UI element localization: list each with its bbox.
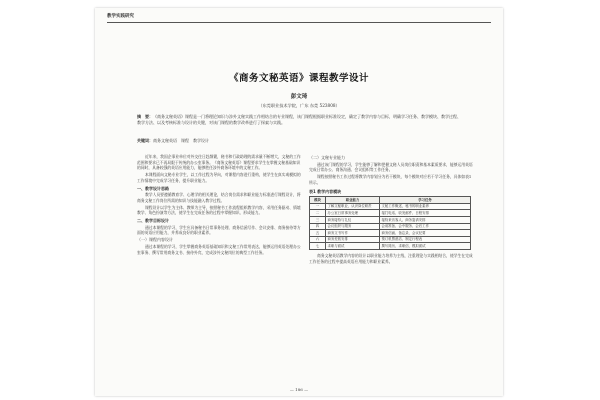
author-affiliation: （东莞职业技术学院，广东 东莞 523808）: [258, 103, 340, 108]
section-heading: 二、教学目标设计: [137, 218, 169, 224]
table-row: [310, 230, 471, 237]
table-row: [310, 210, 471, 217]
table-row: [310, 243, 471, 250]
journal-page: [95, 8, 503, 396]
module-table: [309, 196, 471, 250]
table-cell: 了解文秘职业，认识岗位职责: [326, 203, 380, 210]
intro-paragraph: 近年来，我国企事业单位对外交往日趋频繁，秘书和行政助理的需求量不断增大，文秘的工作范围和要求已不再局限于传统的办公室事务。《商务文秘英语》课程要求学生在掌握文秘基础知识的同时，具备较强的英语应用能力，能够胜任涉外商务环境中的文秘工作。: [137, 154, 301, 171]
body-paragraph: 课程按照秘书工作过程将教学内容划分为若干模块，每个模块对应若干学习任务，具体如表1所示。: [309, 174, 472, 185]
table-cell: 商务信函、备忘录、会议纪要: [380, 230, 471, 237]
table-cell: 商务差旅安排: [326, 236, 380, 243]
table-cell: 预订机票酒店、制定行程表: [380, 236, 471, 243]
abstract-label: 摘 要：: [137, 114, 153, 119]
table-header-row: [310, 197, 471, 204]
keywords-text: 商务文秘英语 课程 教学设计: [153, 138, 209, 143]
table-row: [310, 236, 471, 243]
table-cell: 四: [310, 223, 326, 230]
body-paragraph: 通过该门课程的学习，学生能够了解和把握文秘人员岗位职责和基本素质要求，能够运用英语完成日常办公、商务沟通、会议组织等工作任务。: [309, 161, 473, 173]
body-paragraph: 教学人员要遵循教育学、心理学的相关理论，结合岗位需求和职业能力标准进行课程设计，将商务文秘工作岗位所需的知识与技能融入教学过程。: [137, 192, 301, 203]
table-cell: 文秘工作概述，秘书的职业素养: [380, 203, 471, 210]
table-row: [310, 203, 471, 210]
table-cell: 接打电话、收发邮件、日程安排: [380, 210, 471, 217]
table-caption: 表1 教学内容模块: [309, 188, 342, 194]
table-header-cell: 模块: [310, 197, 326, 204]
keywords: [137, 138, 461, 144]
body-paragraph: 课程设计以学生为主体、教师为主导，按照秘书工作流程组织教学内容，采用任务驱动、情境教学、角色扮演等方法，使学生在完成任务的过程中掌握知识、形成能力。: [137, 204, 301, 216]
table-row: [310, 223, 471, 230]
body-paragraph: 商务文秘英语教学内容的设计以职业能力培养为主线，注重理论与实践相结合，使学生在完成工作任务的过程中提高英语应用能力和职业素养。: [309, 252, 473, 264]
body-paragraph: 通过本课程的学习，学生掌握商务英语基础知识和文秘工作常用表达，能够运用英语处理办公室事务、撰写常用商务文书、接待外宾，完成涉外文秘岗位的典型工作任务。: [137, 243, 301, 255]
article-author: 彭文琦: [290, 94, 308, 100]
running-header: 教学实践研究: [107, 13, 491, 23]
abstract: [137, 114, 461, 126]
table-cell: 三: [310, 217, 326, 224]
table-cell: 撰写简历、求职信、模拟面试: [380, 243, 471, 250]
table-cell: 办公室日常事务处理: [326, 210, 380, 217]
table-cell: 六: [310, 236, 326, 243]
article-title: 《商务文秘英语》课程教学设计: [228, 73, 369, 84]
abstract-text: 《商务文秘英语》课程是一门将理论知识与涉外文秘实践工作相结合的专业课程，该门课程根据职业标准设定，确定了教学内容与目标，明确学习任务、教学模块、教学过程、教学方法、以及考核标准与设计的关键，对该门课程的教学改革进行了探索与实践。: [137, 114, 461, 125]
table-cell: 五: [310, 230, 326, 237]
table-header-cell: 学习任务: [380, 197, 471, 204]
right-column: [309, 154, 473, 265]
table-cell: 商务接待与礼仪: [326, 217, 380, 224]
table-cell: 一: [310, 203, 326, 210]
table-header-cell: 职业能力: [326, 197, 380, 204]
table-cell: 商务文书写作: [326, 230, 380, 237]
subsection-heading: （一）课程内容设计: [137, 237, 173, 243]
table-cell: 二: [310, 210, 326, 217]
table-cell: 接待来访客人、商务宴请安排: [380, 217, 471, 224]
table-cell: 会前准备、会中服务、会后工作: [380, 223, 471, 230]
table-cell: 求职与面试: [326, 243, 380, 250]
body-paragraph: 通过本课程的学习，学生应具备秘书日常事务处理、商务信函写作、会议安排、商务接待等方面的英语应用能力，并养成良好的职业素养。: [137, 224, 301, 236]
keywords-label: 关键词：: [137, 138, 153, 143]
left-column: [137, 154, 301, 256]
page-number: — 186 —: [289, 387, 309, 392]
table-row: [310, 217, 471, 224]
table-cell: 七: [310, 243, 326, 250]
section-heading: 一、教学设计思路: [137, 185, 169, 191]
subsection-heading: （二）文秘专业能力: [309, 155, 345, 160]
intro-paragraph: 本课程面向文秘专业学生，以工作过程为导向，对课程内容进行重构，使学生在真实或模拟的工作情境中完成学习任务，提升职业能力。: [137, 172, 301, 183]
table-cell: 会议组织与服务: [326, 223, 380, 230]
